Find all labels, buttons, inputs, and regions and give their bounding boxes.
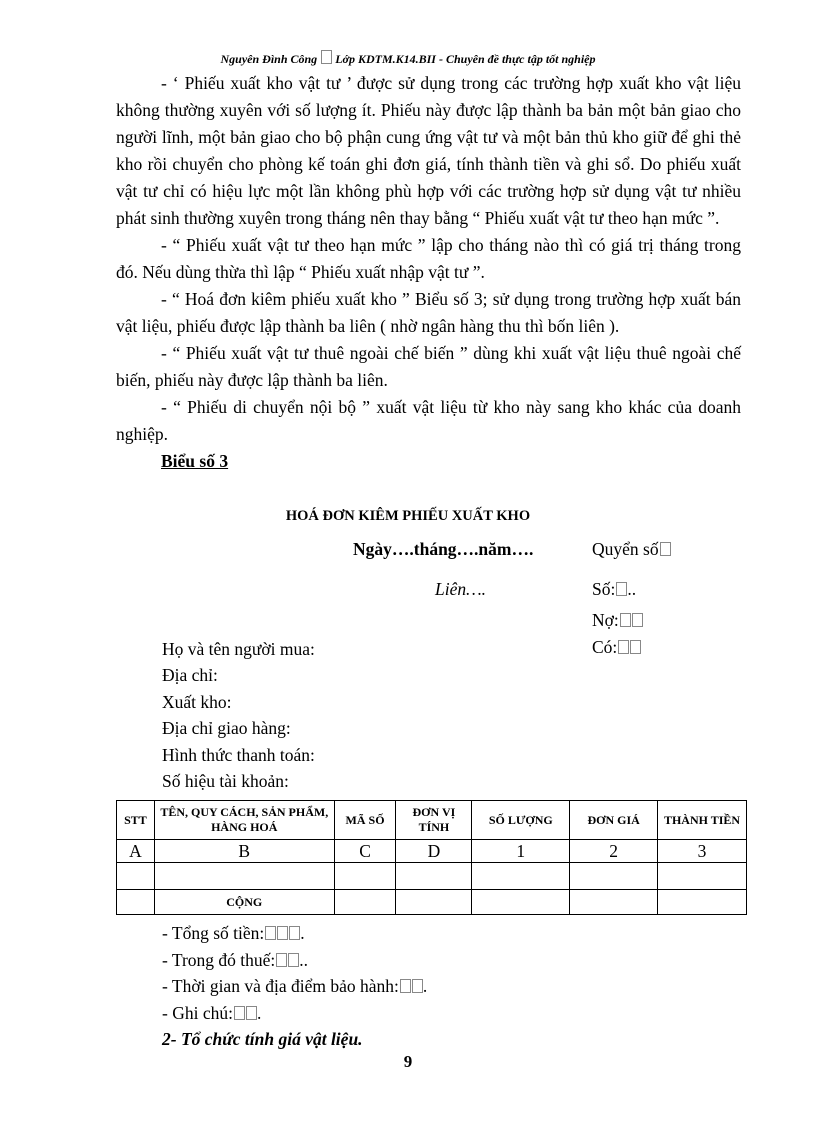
paragraph: - “ Phiếu xuất vật tư thuê ngoài chế biến ” dùng khi xuất vật liệu thuê ngoài chế biến, phiếu này được lập thành ba liên. — [116, 343, 741, 390]
body-text — [116, 70, 741, 475]
missing-glyph-icon — [620, 613, 631, 627]
page-number: 9 — [403, 1052, 413, 1071]
footer-note — [162, 1000, 427, 1027]
paragraph: - “ Phiếu di chuyển nội bộ ” xuất vật liệu từ kho này sang kho khác của doanh nghiệp. — [116, 397, 741, 444]
footer-total — [162, 920, 427, 947]
letter-cell: C — [334, 840, 396, 863]
missing-glyph-icon — [277, 926, 288, 940]
table-header-row — [117, 801, 747, 840]
missing-glyph-icon — [288, 953, 299, 967]
footer-tax-label: - Trong đó thuế: — [162, 949, 276, 970]
table-letter-row — [117, 840, 747, 863]
table-cell — [570, 863, 658, 890]
invoice-title: HOÁ ĐƠN KIÊM PHIẾU XUẤT KHO — [285, 508, 531, 524]
field-address: Địa chỉ: — [162, 665, 218, 686]
buyer-fields — [162, 636, 315, 794]
table-cell — [334, 890, 396, 915]
missing-glyph-icon — [616, 582, 627, 596]
invoice-serial — [592, 578, 636, 600]
invoice-debit — [592, 609, 643, 631]
invoice-footer — [162, 920, 427, 1053]
missing-glyph-icon — [412, 979, 423, 993]
footer-period: . — [256, 1002, 262, 1023]
letter-cell: B — [154, 840, 334, 863]
footer-warranty — [162, 973, 427, 1000]
section-title: Biểu số 3 — [161, 451, 229, 471]
invoice-date-line: Ngày….tháng….năm…. — [353, 539, 534, 559]
missing-glyph-icon — [400, 979, 411, 993]
header-name: TÊN, QUY CÁCH, SẢN PHẨM, HÀNG HOÁ — [154, 801, 334, 840]
header-price: ĐƠN GIÁ — [570, 801, 658, 840]
footer-warranty-label: - Thời gian và địa điểm bảo hành: — [162, 976, 399, 996]
footer-period: . — [422, 976, 428, 996]
missing-glyph-icon — [632, 613, 643, 627]
field-payment-method: Hình thức thanh toán: — [162, 744, 315, 765]
footer-total-label: - Tổng số tiền: — [162, 923, 265, 943]
total-label: CỘNG — [154, 890, 334, 915]
table-cell — [570, 890, 658, 915]
letter-cell: 2 — [570, 840, 658, 863]
header-quantity: SỐ LƯỢNG — [472, 801, 570, 840]
header-stt: STT — [117, 801, 155, 840]
missing-glyph-icon — [618, 640, 629, 654]
so-suffix: .. — [627, 579, 637, 599]
footer-period: . — [300, 923, 305, 943]
footer-tax — [162, 947, 427, 974]
missing-glyph-icon — [321, 50, 332, 64]
missing-glyph-icon — [265, 926, 276, 940]
missing-glyph-icon — [660, 542, 671, 556]
invoice-table — [116, 800, 747, 915]
table-cell — [117, 863, 155, 890]
letter-cell: 1 — [472, 840, 570, 863]
no-label: Nợ: — [592, 610, 619, 630]
table-row — [117, 863, 747, 890]
missing-glyph-icon — [289, 926, 300, 940]
invoice-credit — [592, 636, 641, 658]
letter-cell: 3 — [658, 840, 747, 863]
field-buyer-name: Họ và tên người mua: — [162, 639, 315, 659]
table-cell — [472, 890, 570, 915]
table-cell — [154, 863, 334, 890]
header-unit: ĐƠN VỊ TÍNH — [396, 801, 472, 840]
subheading: 2- Tổ chức tính giá vật liệu. — [162, 1029, 363, 1049]
missing-glyph-icon — [234, 1006, 245, 1020]
footer-tax-suffix: .. — [299, 949, 309, 970]
header-class: Lớp KDTM.K14.BII - Chuyên đề thực tập tốt nghiệp — [335, 52, 596, 66]
letter-cell: A — [117, 840, 155, 863]
field-delivery-address: Địa chỉ giao hàng: — [162, 718, 291, 739]
table-cell — [396, 890, 472, 915]
paragraph: - ‘ Phiếu xuất kho vật tư ’ được sử dụng trong các trường hợp xuất kho vật liệu không thường xuyên với số lượng ít. Phiếu này được lập thành ba bản một bản giao cho người lĩnh, một bản giao cho bộ phận cung ứng vật tư và một bản thủ kho giữ để ghi thẻ kho rồi chuyển cho phòng kế toán ghi đơn giá, tính thành tiền và ghi sổ. Do phiếu xuất vật tư chỉ có hiệu lực một lần không phù hợp với các trường hợp sử dụng vật tư nhiều phát sinh thường xuyên trong tháng nên thay bằng “ Phiếu xuất vật tư theo hạn mức ”. — [116, 73, 741, 228]
paragraph: - “ Hoá đơn kiêm phiếu xuất kho ” Biểu số 3; sử dụng trong trường hợp xuất bán vật liệu, phiếu được lập thành ba liên ( nhờ ngân hàng thu thì bốn liên ). — [116, 289, 741, 336]
header-author: Nguyên Đình Công — [220, 52, 318, 66]
missing-glyph-icon — [246, 1006, 257, 1020]
co-label: Có: — [592, 637, 618, 657]
quyen-so-label: Quyển số — [592, 539, 659, 559]
table-cell — [658, 890, 747, 915]
header-code: MÃ SỐ — [334, 801, 396, 840]
field-account-number: Số hiệu tài khoản: — [162, 771, 289, 792]
table-total-row — [117, 890, 747, 915]
invoice-copy-number: Liên…. — [435, 579, 487, 599]
table-cell — [472, 863, 570, 890]
field-warehouse: Xuất kho: — [162, 691, 232, 712]
footer-note-label: - Ghi chú: — [162, 1002, 233, 1023]
missing-glyph-icon — [630, 640, 641, 654]
table-cell — [658, 863, 747, 890]
missing-glyph-icon — [276, 953, 287, 967]
invoice-book-number — [592, 538, 671, 560]
letter-cell: D — [396, 840, 472, 863]
paragraph: - “ Phiếu xuất vật tư theo hạn mức ” lập cho tháng nào thì có giá trị tháng trong đó. Nếu dùng thừa thì lập “ Phiếu xuất nhập vật tư ”. — [116, 235, 741, 282]
table-cell — [117, 890, 155, 915]
so-label: Số: — [592, 579, 616, 599]
header-amount: THÀNH TIỀN — [658, 801, 747, 840]
table-cell — [334, 863, 396, 890]
page-header — [0, 50, 816, 67]
table-cell — [396, 863, 472, 890]
